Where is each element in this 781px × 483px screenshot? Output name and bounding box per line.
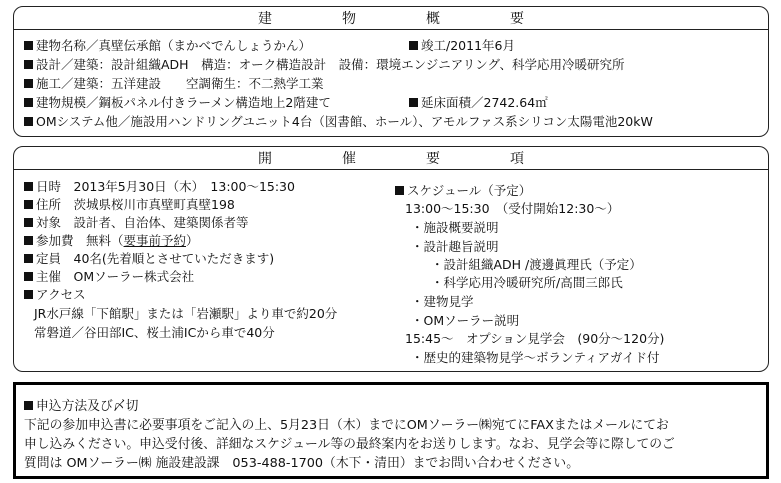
schedule-item: ・建物見学 — [411, 294, 474, 309]
bullet-square-icon — [24, 254, 33, 263]
event-host: 主催 OMソーラー株式会社 — [24, 269, 194, 285]
schedule-item: ・設計趣旨説明 — [411, 239, 499, 254]
overview-line-scale: 建物規模／鋼板パネル付きラーメン構造地上2階建て — [24, 95, 331, 111]
overview-line-om-system: OMシステム他／施設用ハンドリングユニット4台（図書館、ホール）、アモルファス系シリコン太陽電池20kW — [24, 114, 653, 130]
event-fee: 参加費 無料（要事前予約） — [24, 233, 199, 249]
bullet-square-icon — [24, 290, 33, 299]
bullet-square-icon — [24, 182, 33, 191]
schedule-item: ・歴史的建築物見学～ボランティアガイド付 — [411, 350, 660, 365]
bullet-square-icon — [24, 272, 33, 281]
bullet-square-icon — [24, 200, 33, 209]
overview-heading: 建 物 概 要 — [258, 11, 552, 27]
overview-header — [14, 7, 768, 30]
schedule-item: 15:45～ オプション見学会 (90分～120分) — [405, 331, 665, 346]
event-heading: 開 催 要 項 — [258, 151, 552, 167]
event-access-line2: 常磐道／谷田部IC、桜土浦ICから車で40分 — [34, 325, 275, 340]
bullet-square-icon — [409, 98, 418, 107]
notice-line: 下記の参加申込書に必要事項をご記入の上、5月23日（木）までにOMソーラー㈱宛てにFAXまたはメールにてお — [24, 418, 669, 433]
schedule-item: ・施設概要説明 — [411, 220, 499, 235]
event-header — [14, 147, 768, 170]
bullet-square-icon — [24, 117, 33, 126]
event-access-line1: JR水戸線「下館駅」または「岩瀬駅」より車で約20分 — [34, 306, 338, 321]
schedule-title: スケジュール（予定） — [395, 183, 531, 199]
bullet-square-icon — [395, 186, 404, 195]
schedule-item: 13:00～15:30 （受付開始12:30～） — [405, 201, 620, 216]
schedule-item: ・設計組織ADH /渡邊眞理氏（予定） — [431, 257, 642, 272]
event-target: 対象 設計者、自治体、建築関係者等 — [24, 215, 249, 231]
overview-line-floor-area: 延床面積／2742.64㎡ — [409, 95, 548, 111]
notice-title: 申込方法及び〆切 — [24, 399, 138, 415]
bullet-square-icon — [409, 41, 418, 50]
event-capacity: 定員 40名(先着順とさせていただきます) — [24, 251, 274, 267]
bullet-square-icon — [24, 60, 33, 69]
building-overview-panel — [13, 6, 769, 137]
bullet-square-icon — [24, 236, 33, 245]
bullet-square-icon — [24, 79, 33, 88]
overview-line-construction: 施工／建築：五洋建設 空調衛生：不二熱学工業 — [24, 76, 324, 92]
bullet-square-icon — [24, 41, 33, 50]
overview-line-name: 建物名称／真壁伝承館（まかべでんしょうかん） — [24, 38, 311, 54]
reservation-required: 要事前予約 — [123, 233, 187, 248]
bullet-square-icon — [24, 218, 33, 227]
notice-line: 申し込みください。申込受付後、詳細なスケジュール等の最終案内をお送りします。なお、見学会等に際してのご — [24, 437, 675, 452]
event-datetime: 日時 2013年5月30日（木） 13:00～15:30 — [24, 179, 295, 195]
bullet-square-icon — [24, 98, 33, 107]
event-address: 住所 茨城県桜川市真壁町真壁198 — [24, 197, 235, 213]
event-details-panel — [13, 146, 769, 372]
schedule-item: ・OMソーラー説明 — [411, 313, 520, 328]
event-access-title: アクセス — [24, 287, 86, 303]
bullet-square-icon — [24, 401, 33, 410]
application-notice-box — [13, 382, 769, 479]
schedule-item: ・科学応用冷暖研究所/高間三郎氏 — [431, 275, 623, 290]
notice-line: 質問は OMソーラー㈱ 施設建設課 053-488-1700（木下・清田）までお問い合わせください。 — [24, 456, 579, 471]
overview-line-completion: 竣工/2011年6月 — [409, 38, 515, 54]
overview-line-design: 設計／建築：設計組織ADH 構造：オーク構造設計 設備：環境エンジニアリング、科学応用冷暖研究所 — [24, 57, 625, 73]
